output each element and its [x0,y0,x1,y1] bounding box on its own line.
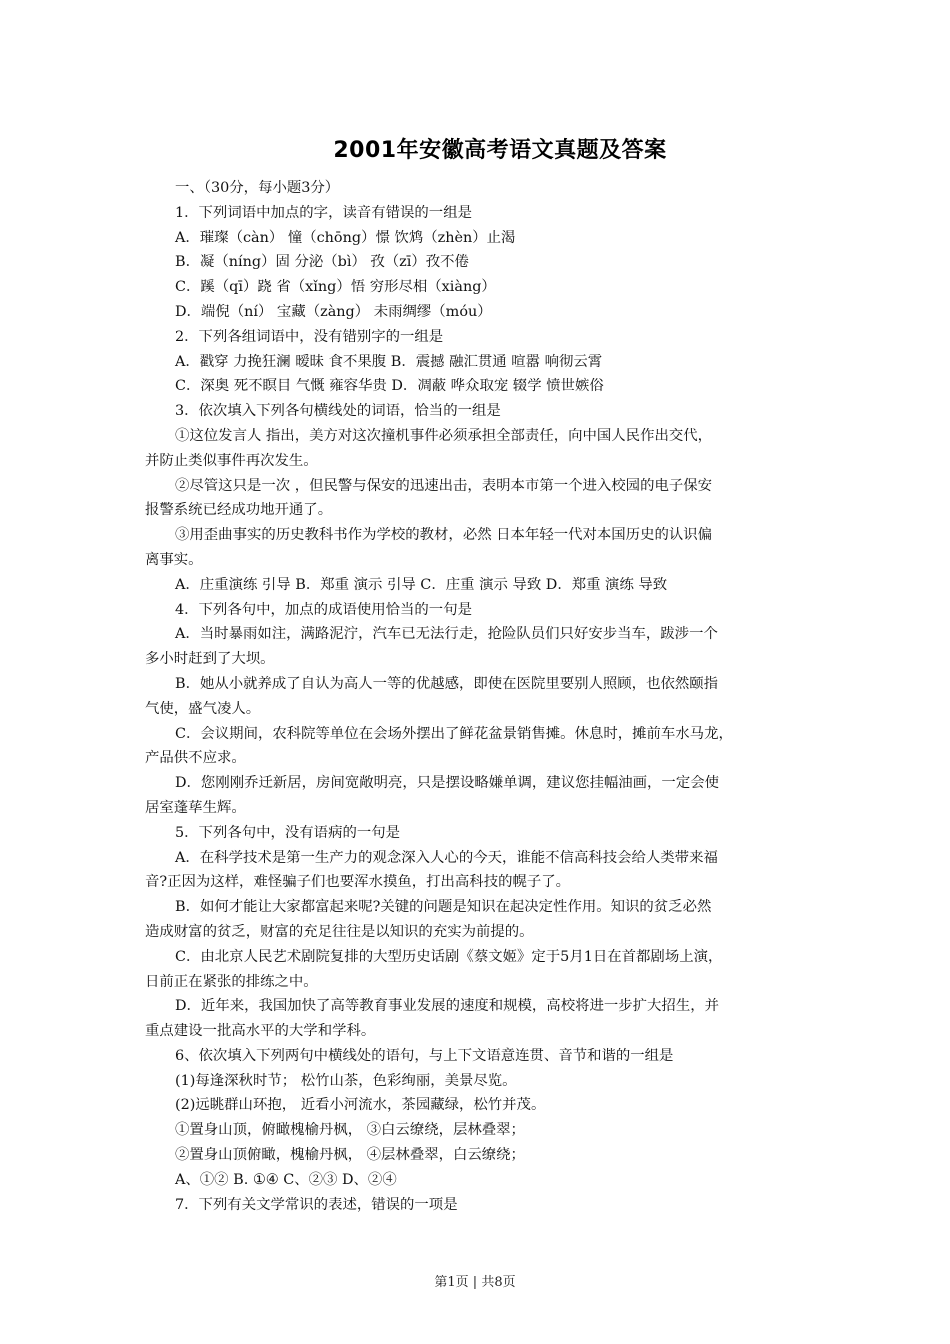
text-line: A．在科学技术是第一生产力的观念深入人心的今天，谁能不信高科技会给人类带来福 [175,849,718,866]
text-line: 气使，盛气凌人。 [145,700,261,717]
text-line: B．她从小就养成了自认为高人一等的优越感，即使在医院里要别人照顾，也依然颐指 [175,675,719,692]
page-footer: 第1页 | 共8页 [434,1275,516,1290]
text-line: 并防止类似事件再次发生。 [145,452,318,469]
text-line: C．深奥 死不瞑目 气慨 雍容华贵 D．凋蔽 哗众取宠 辍学 愤世嫉俗 [175,378,604,395]
text-line: 造成财富的贫乏，财富的充足往往是以知识的充实为前提的。 [145,923,534,940]
text-line: 7．下列有关文学常识的表述，错误的一项是 [175,1196,458,1213]
text-line: 日前正在紧张的排练之中。 [145,973,318,990]
text-line: ③用歪曲事实的历史教科书作为学校的教材，必然 日本年轻一代对本国历史的认识偏 [175,527,713,544]
text-line: 居室蓬荜生辉。 [145,799,246,816]
page-title: 2001年安徽高考语文真题及答案 [333,138,667,163]
text-line: 3．依次填入下列各句横线处的词语，恰当的一组是 [175,403,501,420]
text-line: B．凝（níng）固 分泌（bì） 孜（zī）孜不倦 [175,254,469,271]
text-line: A．庄重演练 引导 B．郑重 演示 引导 C．庄重 演示 导致 D．郑重 演练 导致 [175,576,668,593]
text-line: 4．下列各句中，加点的成语使用恰当的一句是 [175,601,472,618]
text-line: 6、依次填入下列两句中横线处的语句，与上下文语意连贯、音节和谐的一组是 [175,1047,674,1064]
text-line: A．璀璨（càn） 憧（chōng）憬 饮鸩（zhèn）止渴 [175,229,516,246]
text-line: 1．下列词语中加点的字，读音有错误的一组是 [175,204,472,221]
text-line: 重点建设一批高水平的大学和学科。 [145,1023,376,1040]
text-line: D．近年来，我国加快了高等教育事业发展的速度和规模，高校将进一步扩大招生，并 [175,998,719,1015]
text-line: B．如何才能让大家都富起来呢?关键的问题是知识在起决定性作用。知识的贫乏必然 [175,899,712,916]
text-line: ①这位发言人 指出，美方对这次撞机事件必须承担全部责任，向中国人民作出交代， [175,427,713,444]
text-line: 多小时赶到了大坝。 [145,651,275,668]
text-line: A、①② B. ①④ C、②③ D、②④ [175,1171,397,1188]
text-line: C．会议期间，农科院等单位在会场外摆出了鲜花盆景销售摊。休息时，摊前车水马龙， [175,725,733,742]
text-line: (2)远眺群山环抱， 近看小河流水，茶园藏绿，松竹并茂。 [175,1097,546,1114]
text-line: ②尽管这只是一次 ，但民警与保安的迅速出击，表明本市第一个进入校园的电子保安 [175,477,713,494]
text-line: 音?正因为这样，难怪骗子们也要浑水摸鱼，打出高科技的幌子了。 [145,874,571,891]
text-line: ②置身山顶俯瞰，槐榆丹枫， ④层林叠翠，白云缭绕； [175,1147,525,1164]
text-line: D．您刚刚乔迁新居，房间宽敞明亮，只是摆设略嫌单调，建议您挂幅油画，一定会使 [175,775,719,792]
text-line: 报警系统已经成功地开通了。 [145,502,333,519]
text-line: C．蹊（qī）跷 省（xǐng）悟 穷形尽相（xiàng） [175,279,496,296]
text-line: A．当时暴雨如注，满路泥泞，汽车已无法行走，抢险队员们只好安步当车，跋涉一个 [175,626,718,643]
text-line: 5．下列各句中，没有语病的一句是 [175,824,401,841]
text-line: 离事实。 [145,551,203,568]
text-line: (1)每逢深秋时节； 松竹山茶，色彩绚丽，美景尽览。 [175,1072,517,1089]
text-line: D．端倪（ní） 宝藏（zàng） 未雨绸缪（móu） [175,303,492,320]
text-line: C．由北京人民艺术剧院复排的大型历史话剧《蔡文姬》定于5月1日在首都剧场上演， [175,948,723,965]
text-line: 产品供不应求。 [145,750,246,767]
document-body [145,176,813,1217]
text-line: 一、（30分，每小题3分） [175,180,340,196]
text-line: A．戳穿 力挽狂澜 暧昧 食不果腹 B．震撼 融汇贯通 喧嚣 响彻云霄 [175,353,603,370]
text-line: ①置身山顶，俯瞰槐榆丹枫， ③白云缭绕，层林叠翠； [175,1122,525,1139]
text-line: 2．下列各组词语中，没有错别字的一组是 [175,328,444,345]
